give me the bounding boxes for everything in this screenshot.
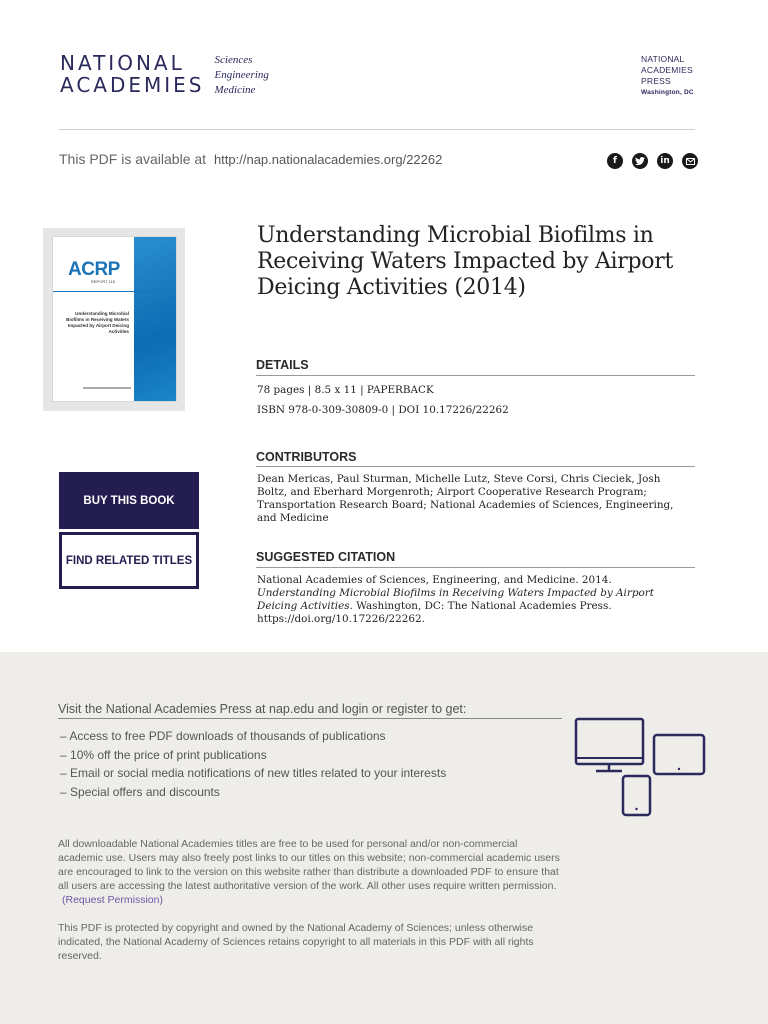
find-related-titles-button[interactable]: [59, 532, 199, 589]
citation-prefix: National Academies of Sciences, Engineering, and Medicine. 2014.: [257, 574, 612, 586]
logo-wordmark: [60, 52, 205, 96]
availability-line: [59, 151, 442, 167]
press-line-3: PRESS: [641, 76, 671, 86]
citation-suffix: Washington, DC: The National Academies Press. https://doi.org/10.17226/22262.: [257, 600, 612, 625]
details-rule: [256, 375, 695, 376]
logo-line-2: ACADEMIES: [60, 73, 205, 97]
press-city: Washington, DC: [641, 89, 694, 96]
press-logo: [641, 54, 694, 98]
visit-text: Visit the National Academies Press at nap.edu and login or register to get:: [58, 702, 467, 716]
find-related-titles-label: FIND RELATED TITLES: [65, 554, 193, 567]
list-item: – 10% off the price of print publications: [60, 746, 446, 765]
usage-notice-text: All downloadable National Academies titles are free to be used for personal and/or non-commercial academic use. Users may also freely post links to our titles on this website; non-commercial academic users are encouraged to link to the version on this website rather than distribute a downloaded PDF to ensure that all users are accessing the latest authoritative version of the work. All other uses require written permission.: [58, 838, 560, 892]
header-divider: [59, 129, 695, 130]
cover-rule: [53, 291, 177, 292]
email-icon[interactable]: [682, 153, 698, 169]
details-line-1: 78 pages | 8.5 x 11 | PAPERBACK: [257, 384, 434, 396]
press-line-1: NATIONAL: [641, 54, 685, 64]
cover-blue-band: [134, 237, 177, 402]
citation-heading: SUGGESTED CITATION: [256, 550, 396, 564]
linkedin-icon[interactable]: in: [657, 153, 673, 169]
contributors-rule: [256, 466, 695, 467]
facebook-icon[interactable]: f: [607, 153, 623, 169]
cover-title: Understanding Microbial Biofilms in Receiving Waters Impacted by Airport Deicing Activities: [66, 311, 129, 334]
twitter-icon[interactable]: [632, 153, 648, 169]
contributors-text: Dean Mericas, Paul Sturman, Michelle Lutz, Steve Corsi, Chris Cieciek, Josh Boltz, and Eberhard Morgenroth; Airport Cooperative Research Program; Transportation Research Board; National Academies of Sciences, Engineering, and Medicine: [257, 473, 674, 524]
logo-sub-sciences: Sciences: [214, 54, 253, 66]
copyright-notice: This PDF is protected by copyright and owned by the National Academy of Sciences; unless otherwise indicated, the National Academy of Sciences retains copyright to all materials in this PDF with all rights reserved.: [58, 922, 534, 962]
logo-sub-engineering: Engineering: [214, 69, 269, 81]
press-line-2: ACADEMIES: [641, 65, 693, 75]
national-academies-logo: [60, 52, 269, 98]
list-item: – Access to free PDF downloads of thousands of publications: [60, 727, 446, 746]
cover-brand: ACRP: [68, 259, 120, 280]
details-heading: DETAILS: [256, 358, 309, 372]
list-item: – Email or social media notifications of new titles related to your interests: [60, 764, 446, 783]
logo-sub-medicine: Medicine: [214, 84, 256, 96]
buy-this-book-button[interactable]: BUY THIS BOOK: [59, 472, 199, 529]
contributors-heading: CONTRIBUTORS: [256, 450, 357, 464]
available-url-link[interactable]: http://nap.nationalacademies.org/22262: [213, 152, 443, 167]
logo-line-1: NATIONAL: [60, 51, 185, 75]
citation-rule: [256, 567, 695, 568]
citation-title: Understanding Microbial Biofilms in Receiving Waters Impacted by Airport Deicing Activities.: [257, 587, 654, 612]
citation-text: [257, 574, 687, 626]
details-line-2: ISBN 978-0-309-30809-0 | DOI 10.17226/22262: [257, 404, 509, 416]
benefits-list: [60, 727, 446, 801]
book-cover[interactable]: [52, 236, 177, 402]
visit-rule: [58, 718, 562, 719]
usage-notice: [58, 837, 563, 907]
social-share-icons: [607, 153, 698, 169]
devices-icon: [574, 717, 708, 819]
cover-footer-mark: [83, 387, 131, 389]
available-label: This PDF is available at: [59, 151, 207, 167]
list-item: – Special offers and discounts: [60, 783, 446, 802]
cover-report-number: REPORT 115: [91, 279, 116, 284]
book-title: Understanding Microbial Biofilms in Receiving Waters Impacted by Airport Deicing Activities (2014): [257, 223, 673, 300]
request-permission-link[interactable]: (Request Permission): [62, 894, 163, 906]
logo-subtitle: [215, 53, 269, 98]
